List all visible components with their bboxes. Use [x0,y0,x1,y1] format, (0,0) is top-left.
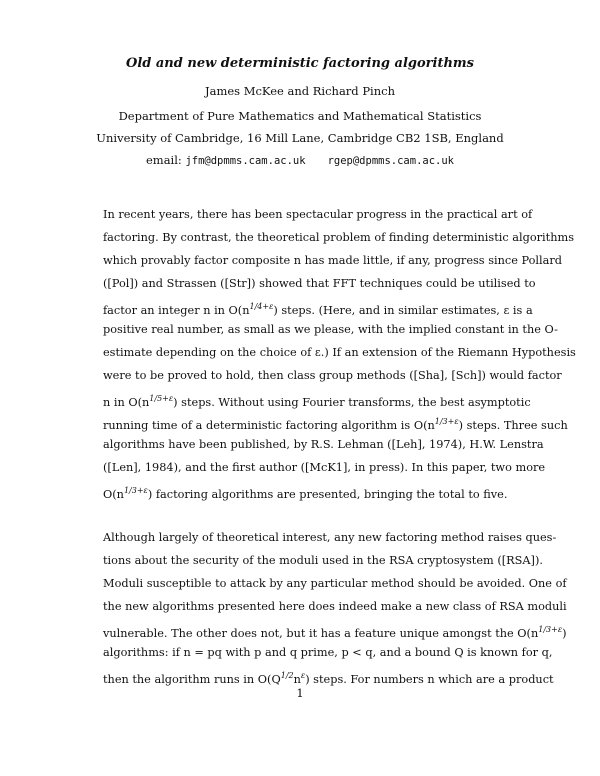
paragraph-line: estimate depending on the choice of ε.) If an extension of the Riemann Hypothesis [103,346,576,359]
author-university: University of Cambridge, 16 Mill Lane, Cambridge CB2 1SB, England [96,131,504,145]
email-address-pinch: rgep@dpmms.cam.ac.uk [327,155,454,167]
author-emails [0,153,600,167]
page-number: 1 [296,686,304,700]
paragraph-line: the new algorithms presented here does indeed make a new class of RSA moduli [103,600,567,613]
email-address-mckee: jfm@dpmms.cam.ac.uk [185,155,306,167]
paragraph-line: ([Pol]) and Strassen ([Str]) showed that FFT techniques could be utilised to [103,277,536,290]
paragraph-2 [103,526,567,687]
paragraph-line: algorithms have been published, by R.S. Lehman ([Leh], 1974), H.W. Lenstra [103,438,544,451]
paragraph-line: factor an integer n in $O(n^{1/4+\varepsilon})$ steps. (Here, and in similar estimates, ε is a [103,302,533,317]
author-department: Department of Pure Mathematics and Mathematical Statistics [118,109,482,123]
paragraph-line: factoring. By contrast, the theoretical problem of finding deterministic algorithms [103,231,574,244]
paragraph-line: which provably factor composite n has made little, if any, progress since Pollard [103,254,563,267]
paragraph-line: n in $O(n^{1/5+\varepsilon})$ steps. Without using Fourier transforms, the best asymptotic [103,394,531,409]
paragraph-line: running time of a deterministic factoring algorithm is $O(n^{1/3+\varepsilon})$ steps. Three such [103,417,568,432]
paragraph-1 [103,203,576,502]
paragraph-line: vulnerable. The other does not, but it has a feature unique amongst the $O(n^{1/3+\varepsilon})$ [103,625,567,640]
paragraph-line: ([Len], 1984), and the first author ([McK1], in press). In this paper, two more [103,461,546,474]
paragraph-line: tions about the security of the moduli used in the RSA cryptosystem ([RSA]). [103,554,543,567]
paragraph-line: positive real number, as small as we please, with the implied constant in the O- [103,323,559,336]
paragraph-line: Although largely of theoretical interest, any new factoring method raises ques- [103,531,557,544]
paper-title: Old and new deterministic factoring algorithms [126,56,474,71]
paragraph-line: were to be proved to hold, then class group methods ([Sha], [Sch]) would factor [103,369,562,382]
paragraph-line: Moduli susceptible to attack by any particular method should be avoided. One of [103,577,567,590]
paragraph-line: algorithms: if n = pq with p and q prime, p < q, and a bound Q is known for q, [103,646,553,659]
paragraph-line: In recent years, there has been spectacular progress in the practical art of [103,208,533,221]
email-label: email: [145,153,182,167]
paragraph-line: $O(n^{1/3+\varepsilon})$ factoring algorithms are presented, bringing the total to five. [103,486,508,501]
paragraph-line: then the algorithm runs in $O(Q^{1/2}n^\varepsilon)$ steps. For numbers n which are a product [103,671,554,686]
paper-authors: James McKee and Richard Pinch [204,84,395,98]
